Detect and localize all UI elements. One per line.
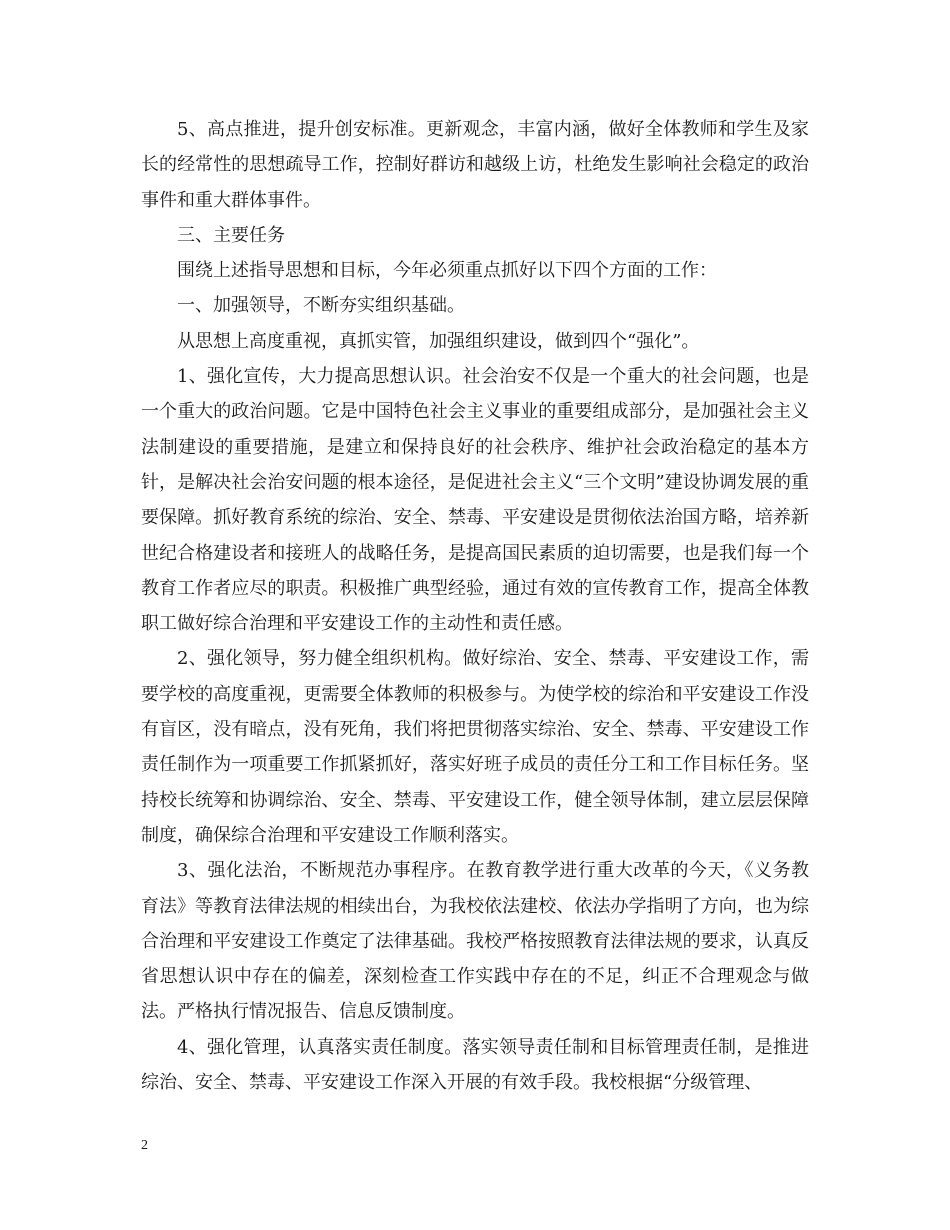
paragraph-four-strengthen: 从思想上高度重视，真抓实管，加强组织建设，做到四个“强化”。 xyxy=(177,330,700,352)
paragraph-item-2: 2、强化领导，努力健全组织机构。做好综治、安全、禁毒、平安建设工作，需要学校的高度重视，更需要全体教师的积极参与。为使学校的综治和平安建设工作没有盲区，没有暗点，没有死角，我们将把贯彻落实综治、安全、禁毒、平安建设工作责任制作为一项重要工作抓紧抓好，落实好班子成员的责任分工和工作目标任务。坚持校长统筹和协调综治、安全、禁毒、平安建设工作，健全领导体制，建立层层保障制度，确保综合治理和平安建设工作顺利落实。 xyxy=(141,648,809,846)
paragraph-intro: 围绕上述指导思想和目标，今年必须重点抓好以下四个方面的工作： xyxy=(177,260,717,282)
document-body xyxy=(141,112,809,1100)
section-heading-main-tasks: 三、主要任务 xyxy=(177,224,285,246)
paragraph-item-5: 5、高点推进，提升创安标准。更新观念，丰富内涵，做好全体教师和学生及家长的经常性的思想疏导工作，控制好群访和越级上访，杜绝发生影响社会稳定的政治事件和重大群体事件。 xyxy=(141,119,809,211)
paragraph-item-3: 3、强化法治，不断规范办事程序。在教育教学进行重大改革的今天，《义务教育法》等教育法律法规的相续出台，为我校依法建校、依法办学指明了方向，也为综合治理和平安建设工作奠定了法律基础。我校严格按照教育法律法规的要求，认真反省思想认识中存在的偏差，深刻检查工作实践中存在的不足，纠正不合理观念与做法。严格执行情况报告、信息反馈制度。 xyxy=(141,860,809,1023)
subsection-heading-leadership: 一、加强领导，不断夯实组织基础。 xyxy=(177,295,465,317)
paragraph-item-4: 4、强化管理，认真落实责任制度。落实领导责任制和目标管理责任制，是推进综治、安全、禁毒、平安建设工作深入开展的有效手段。我校根据“分级管理、 xyxy=(141,1036,809,1094)
page-number: 2 xyxy=(141,1138,148,1153)
paragraph-item-1: 1、强化宣传，大力提高思想认识。社会治安不仅是一个重大的社会问题，也是一个重大的政治问题。它是中国特色社会主义事业的重要组成部分，是加强社会主义法制建设的重要措施，是建立和保持良好的社会秩序、维护社会政治稳定的基本方针，是解决社会治安问题的根本途径，是促进社会主义“三个文明”建设协调发展的重要保障。抓好教育系统的综治、安全、禁毒、平安建设是贯彻依法治国方略，培养新世纪合格建设者和接班人的战略任务，是提高国民素质的迫切需要，也是我们每一个教育工作者应尽的职责。积极推广典型经验，通过有效的宣传教育工作，提高全体教职工做好综合治理和平安建设工作的主动性和责任感。 xyxy=(141,366,809,635)
